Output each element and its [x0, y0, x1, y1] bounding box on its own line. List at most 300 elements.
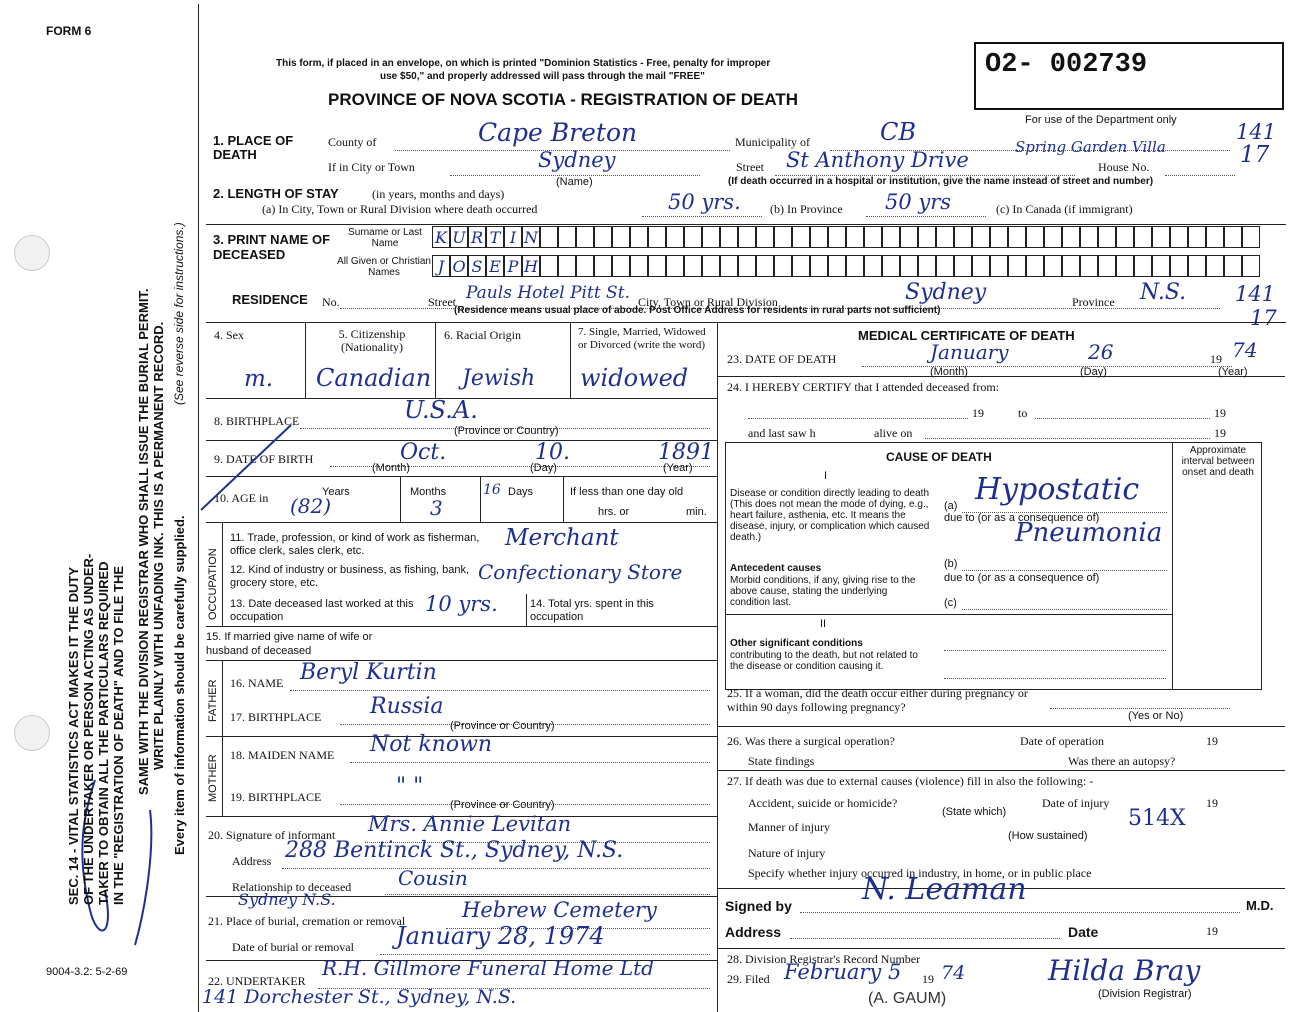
father-name-label: 16. NAME [230, 676, 284, 690]
given-letter-cell[interactable] [1134, 255, 1152, 277]
divider-other-sig [725, 614, 1172, 615]
surname-letter-cell[interactable] [1026, 226, 1044, 248]
q24-line-2 [1035, 418, 1210, 419]
citizenship-divider [435, 322, 436, 398]
cause-b-marker: (b) [944, 558, 958, 570]
stay-province-label: (b) In Province [770, 202, 843, 216]
date-injury-label: Date of injury [1042, 796, 1110, 810]
county-label: County of [328, 135, 377, 149]
given-letter-cell[interactable] [630, 255, 648, 277]
code-17-residence: 17 [1250, 306, 1277, 330]
how-hint: (How sustained) [1008, 830, 1088, 842]
res-city-value[interactable]: Sydney [905, 280, 987, 305]
surname-letter-cell[interactable] [558, 226, 576, 248]
city-name-hint: (Name) [556, 176, 593, 188]
industry-value[interactable]: Confectionary Store [478, 560, 683, 584]
dod-line [862, 366, 1232, 367]
q24-yr-2: 19 [1214, 406, 1226, 420]
form-code: 9004-3.2: 5-2-69 [46, 966, 128, 978]
last-saw-label: and last saw h [748, 426, 816, 440]
father-bp-value[interactable]: Russia [370, 694, 444, 719]
age-years-value[interactable]: (82) [290, 494, 332, 518]
accident-label: Accident, suicide or homicide? [748, 796, 898, 810]
cause-a2-value[interactable]: Pneumonia [1015, 518, 1163, 548]
house-label: House No. [1098, 160, 1150, 174]
less-day-label: If less than one day old [570, 486, 684, 498]
filed-value[interactable]: February 5 [784, 960, 902, 984]
age-days-label: Days [508, 486, 534, 498]
mother-maiden-label: 18. MAIDEN NAME [230, 748, 335, 762]
signed-by-label: Signed by [725, 898, 792, 914]
surname-letter-cell[interactable] [810, 226, 828, 248]
given-letter-cell[interactable] [1152, 255, 1170, 277]
cause-title: CAUSE OF DEATH [886, 450, 992, 464]
length-stay-label: 2. LENGTH OF STAY [213, 186, 339, 201]
md-label: M.D. [1246, 898, 1274, 913]
stay-city-line [642, 216, 762, 217]
citizenship-label: 5. Citizenship (Nationality) [338, 327, 406, 354]
father-bp-label: 17. BIRTHPLACE [230, 710, 322, 724]
surname-letter-cell[interactable] [630, 226, 648, 248]
q27-label: 27. If death was due to external causes (violence) fill in also the following: - [727, 774, 1094, 788]
form-title: PROVINCE OF NOVA SCOTIA - REGISTRATION OF DEATH [328, 90, 799, 109]
div-registrar-label: (Division Registrar) [1098, 988, 1192, 1000]
given-letter-cell[interactable] [666, 255, 684, 277]
stay-province-value[interactable]: 50 yrs [885, 190, 952, 214]
given-letter-cell[interactable] [1026, 255, 1044, 277]
given-letter-cell[interactable]: J [432, 255, 450, 277]
father-name-line [290, 690, 710, 691]
surname-letter-cell[interactable] [648, 226, 666, 248]
roman-1: I [824, 470, 828, 482]
dod-month-hint: (Month) [930, 366, 968, 378]
given-letter-cell[interactable] [1224, 255, 1242, 277]
gaum-stamp: (A. GAUM) [868, 990, 947, 1007]
dod-day-value[interactable]: 26 [1088, 340, 1114, 364]
state-findings-label: State findings [748, 754, 815, 768]
surname-letter-cell[interactable] [990, 226, 1008, 248]
mother-bp-value[interactable]: " " [396, 774, 424, 799]
other-sig-line-1 [944, 650, 1166, 651]
date-op-label: Date of operation [1020, 734, 1104, 748]
surname-letter-cell[interactable] [1206, 226, 1224, 248]
occ12-label: 12. Kind of industry or business, as fishing, bank, grocery store, etc. [230, 564, 470, 589]
birthplace-value[interactable]: U.S.A. [404, 396, 478, 424]
filed-year-value[interactable]: 74 [941, 962, 966, 984]
given-letter-cell[interactable] [756, 255, 774, 277]
dob-year-value[interactable]: 1891 [658, 440, 714, 465]
code-141-top: 141 [1236, 120, 1277, 144]
cause-a-value[interactable]: Hypostatic [975, 472, 1140, 507]
interval-divider [1172, 442, 1173, 690]
interval-label: Approximate interval between onset and death [1181, 445, 1255, 478]
surname-letter-cell[interactable] [684, 226, 702, 248]
given-letter-cell[interactable]: H [522, 255, 540, 277]
yes-no-hint: (Yes or No) [1128, 710, 1184, 722]
surname-letter-cell[interactable]: U [450, 226, 468, 248]
given-letter-cell[interactable] [792, 255, 810, 277]
q24-yr-1: 19 [972, 406, 984, 420]
divider-father [206, 660, 717, 661]
given-letter-cell[interactable] [702, 255, 720, 277]
age-divider-1 [400, 476, 401, 522]
specify-label: Specify whether injury occurred in industry, in home, or in public place [748, 866, 1092, 880]
res-street-label: Street [428, 295, 456, 309]
q25-label: 25. If a woman, did the death occur either during pregnancy or within 90 days following pregnancy? [727, 686, 1028, 714]
dob-day-hint: (Day) [530, 462, 557, 474]
med-address-line [790, 938, 1060, 939]
surname-letter-cell[interactable] [882, 226, 900, 248]
q28-label: 28. Division Registrar's Record Number [727, 952, 921, 966]
given-letter-cell[interactable] [954, 255, 972, 277]
surname-letter-cell[interactable] [756, 226, 774, 248]
surname-letter-cell[interactable] [1152, 226, 1170, 248]
informant-label: 20. Signature of informant [208, 828, 336, 842]
occ11-label: 11. Trade, profession, or kind of work as fisherman, office clerk, sales clerk, etc. [230, 532, 480, 557]
surname-letter-cell[interactable] [1008, 226, 1026, 248]
given-letter-cell[interactable]: O [450, 255, 468, 277]
divider-occupation [206, 522, 717, 523]
racial-divider [570, 322, 571, 398]
res-no-label: No. [322, 295, 340, 309]
medical-certificate-title: MEDICAL CERTIFICATE OF DEATH [858, 328, 1075, 343]
q24-to: to [1018, 406, 1028, 420]
informant-address-label: Address [232, 854, 272, 868]
dob-year-hint: (Year) [663, 462, 693, 474]
burial-date-value[interactable]: January 28, 1974 [396, 922, 605, 950]
given-letter-cell[interactable] [774, 255, 792, 277]
given-letter-cell[interactable] [810, 255, 828, 277]
surname-letter-cell[interactable] [1242, 226, 1260, 248]
cause-c-line [962, 609, 1167, 610]
given-letter-cell[interactable] [1044, 255, 1062, 277]
side-instruction-6: WRITE PLAINLY WITH UNFADING INK. THIS IS A PERMANENT RECORD. [151, 321, 166, 770]
side-instruction-3: TAKER TO OBTAIN ALL THE PARTICULARS REQUIRED [96, 561, 111, 905]
given-letter-cell[interactable] [540, 255, 558, 277]
due-to-2: due to (or as a consequence of) [944, 572, 1100, 584]
manner-label: Manner of injury [748, 820, 830, 834]
dob-day-value[interactable]: 10. [535, 440, 570, 465]
mother-bp-label: 19. BIRTHPLACE [230, 790, 322, 804]
sex-value[interactable]: m. [244, 366, 274, 392]
given-letter-cell[interactable] [1116, 255, 1134, 277]
surname-letter-cell[interactable] [1188, 226, 1206, 248]
residence-hint: (Residence means usual place of abode. Post Office Address for residents in rural parts not sufficient) [454, 305, 941, 316]
divider-name [206, 224, 1286, 225]
filed-yr: 19 [922, 972, 934, 986]
surname-letter-cell[interactable] [702, 226, 720, 248]
alive-on-yr: 19 [1214, 426, 1226, 440]
given-letter-cell[interactable] [1206, 255, 1224, 277]
center-divider [717, 322, 718, 1012]
divider-q26 [717, 726, 1285, 727]
dob-month-value[interactable]: Oct. [400, 440, 447, 465]
given-letter-cell[interactable] [918, 255, 936, 277]
given-letter-cell[interactable] [558, 255, 576, 277]
surname-letter-cell[interactable] [1170, 226, 1188, 248]
stay-city-value[interactable]: 50 yrs. [668, 190, 741, 214]
given-letter-cell[interactable] [576, 255, 594, 277]
surname-letter-cell[interactable] [666, 226, 684, 248]
surname-letter-cell[interactable]: R [468, 226, 486, 248]
last-worked-value[interactable]: 10 yrs. [425, 592, 498, 616]
res-street-value[interactable]: Pauls Hotel Pitt St. [466, 283, 630, 303]
q24-line-1 [748, 418, 968, 419]
given-letter-cell[interactable] [1062, 255, 1080, 277]
antecedent-label: Antecedent causes [730, 563, 822, 574]
surname-letter-cell[interactable] [1080, 226, 1098, 248]
mail-notice-2: use $50," and properly addressed will pass through the mail "FREE" [380, 71, 705, 82]
divider-spouse [206, 626, 717, 627]
age-months-label: Months [410, 486, 447, 498]
surname-letter-cell[interactable] [954, 226, 972, 248]
hrs-label: hrs. or [598, 506, 630, 518]
q26-label: 26. Was there a surgical operation? [727, 734, 895, 748]
length-stay-hint: (in years, months and days) [372, 187, 505, 201]
municipality-label: Municipality of [735, 135, 810, 149]
undertaker-address-value[interactable]: 141 Dorchester St., Sydney, N.S. [202, 986, 517, 1008]
roman-2: II [820, 618, 827, 630]
cause-c-marker: (c) [944, 597, 957, 609]
other-sig-hint: contributing to the death, but not related to the disease or condition causing it. [730, 650, 918, 672]
informant-address-value[interactable]: 288 Bentinck St., Sydney, N.S. [285, 838, 624, 863]
place-of-death-label: 1. PLACE OF DEATH [213, 133, 294, 162]
surname-letter-cell[interactable] [576, 226, 594, 248]
racial-value[interactable]: Jewish [462, 366, 536, 391]
age-divider-2 [480, 476, 481, 522]
side-instruction-4: IN THE "REGISTRATION OF DEATH" AND TO FILE THE [111, 565, 126, 905]
marital-label: 7. Single, Married, Widowed or Divorced (write the word) [578, 326, 706, 351]
dept-use-note: For use of the Department only [1025, 114, 1177, 126]
informant-value[interactable]: Mrs. Annie Levitan [368, 812, 572, 836]
given-letter-cell[interactable] [684, 255, 702, 277]
age-days-value[interactable]: 16 [483, 482, 501, 498]
surname-letter-cell[interactable]: N [524, 228, 538, 247]
street-label: Street [736, 160, 764, 174]
divider-registrar [717, 948, 1285, 949]
undertaker-label: 22. UNDERTAKER [208, 974, 306, 988]
dod-year-hint: (Year) [1218, 366, 1248, 378]
surname-letter-cell[interactable] [1098, 226, 1116, 248]
given-letter-cell[interactable] [846, 255, 864, 277]
occupation-divider [222, 522, 223, 626]
relationship-value[interactable]: Cousin [398, 866, 468, 890]
surname-letter-cell[interactable] [864, 226, 882, 248]
state-which-hint: (State which) [942, 806, 1007, 818]
given-letter-cell[interactable] [990, 255, 1008, 277]
given-letter-cell[interactable] [594, 255, 612, 277]
mother-maiden-line [350, 762, 710, 763]
given-letter-cell[interactable] [738, 255, 756, 277]
code-514x: 514X [1128, 806, 1186, 831]
q24-label: 24. I HEREBY CERTIFY that I attended deceased from: [727, 380, 999, 394]
father-name-value[interactable]: Beryl Kurtin [300, 660, 437, 685]
print-name-label: 3. PRINT NAME OF DECEASED [213, 232, 331, 262]
surname-letter-cell[interactable] [774, 226, 792, 248]
given-letter-cell[interactable]: S [468, 255, 486, 277]
punch-hole-top [14, 235, 50, 271]
surname-letter-cell[interactable] [1224, 226, 1242, 248]
surname-letter-cell[interactable] [918, 226, 936, 248]
surname-letter-cell[interactable] [540, 226, 558, 248]
surname-letter-cell[interactable] [1116, 226, 1134, 248]
divider-main [206, 322, 1286, 323]
age-months-value[interactable]: 3 [430, 496, 443, 520]
date-op-yr: 19 [1206, 734, 1218, 748]
given-letter-cell[interactable]: E [486, 255, 504, 277]
given-letter-cell[interactable] [1188, 255, 1206, 277]
surname-letter-cell[interactable] [738, 226, 756, 248]
date-injury-yr: 19 [1206, 796, 1218, 810]
relationship-line [385, 894, 710, 895]
city-value[interactable]: Sydney [538, 148, 616, 172]
surname-letter-cell[interactable] [594, 226, 612, 248]
given-letter-cell[interactable] [612, 255, 630, 277]
res-city-label: City, Town or Rural Division [638, 295, 778, 309]
side-instruction-1: SEC. 14 - VITAL STATISTICS ACT MAKES IT THE DUTY [66, 566, 81, 905]
surname-letter-cell[interactable]: T [486, 226, 504, 248]
informant-address-line [282, 868, 710, 869]
racial-label: 6. Racial Origin [444, 328, 521, 342]
dod-label: 23. DATE OF DEATH [727, 352, 837, 366]
min-label: min. [686, 506, 707, 518]
date-label: Date [1068, 924, 1099, 940]
given-letter-cell[interactable] [936, 255, 954, 277]
surname-letter-cell[interactable] [720, 226, 738, 248]
surname-letter-cell[interactable] [1044, 226, 1062, 248]
given-letter-cell[interactable] [900, 255, 918, 277]
age-label: 10. AGE in [214, 491, 269, 505]
signed-by-value[interactable]: N. Leaman [862, 872, 1027, 907]
due-to-1: due to (or as a consequence of) [944, 512, 1100, 524]
side-note-supplied: Every item of information should be carefully supplied. [172, 515, 187, 855]
pen-slash-mark [196, 420, 306, 520]
burial-place-prefix[interactable]: Sydney N.S. [238, 890, 336, 909]
age-divider-3 [563, 476, 564, 522]
autopsy-label: Was there an autopsy? [1068, 754, 1176, 768]
surname-letter-cell[interactable] [972, 226, 990, 248]
residence-label: RESIDENCE [232, 292, 308, 307]
mother-bp-hint: (Province or Country) [450, 799, 555, 811]
dod-month-value[interactable]: January [930, 340, 1009, 364]
surname-letter-cell[interactable] [1134, 226, 1152, 248]
register-number: O2- 002739 [985, 50, 1148, 80]
occ14-divider [526, 594, 527, 626]
given-letter-cell[interactable] [828, 255, 846, 277]
antecedent-hint: Morbid conditions, if any, giving rise to the above cause, stating the underlying condition last. [730, 575, 916, 608]
burial-place-value[interactable]: Hebrew Cemetery [462, 898, 657, 922]
given-letter-cell[interactable] [864, 255, 882, 277]
registrar-signature: Hilda Bray [1048, 954, 1201, 987]
burial-date-label: Date of burial or removal [232, 940, 354, 954]
given-letter-cell[interactable] [720, 255, 738, 277]
form-number: FORM 6 [46, 24, 92, 38]
cause-b-line [962, 570, 1167, 571]
hospital-value[interactable]: Spring Garden Villa [1015, 138, 1166, 156]
city-label: If in City or Town [328, 160, 415, 174]
alive-on-line [925, 438, 1210, 439]
father-vertical-label: FATHER [207, 679, 219, 722]
divider-q24 [717, 376, 1285, 377]
med-address-label: Address [725, 924, 782, 940]
burial-date-line [380, 954, 710, 955]
given-letter-cell[interactable] [1170, 255, 1188, 277]
given-letter-cell[interactable]: P [504, 255, 522, 277]
father-bp-hint: (Province or Country) [450, 720, 555, 732]
occupation-value[interactable]: Merchant [505, 525, 619, 551]
mother-divider [222, 736, 223, 816]
house-value[interactable]: 17 [1240, 142, 1270, 168]
dob-label: 9. DATE OF BIRTH [214, 452, 314, 466]
occ14-label: 14. Total yrs. spent in this occupation [530, 598, 654, 623]
side-note-reverse: (See reverse side for instructions.) [172, 222, 186, 405]
sex-divider [305, 322, 306, 398]
side-instruction-5: SAME WITH THE DIVISION REGISTRAR WHO SHALL ISSUE THE BURIAL PERMIT. [136, 288, 151, 795]
given-letter-cell[interactable] [972, 255, 990, 277]
surname-letter-cell[interactable] [828, 226, 846, 248]
occupation-vertical-label: OCCUPATION [207, 548, 219, 620]
other-sig-line-2 [944, 678, 1166, 679]
surname-label: Surname or Last Name [348, 227, 422, 249]
given-letter-cell[interactable] [882, 255, 900, 277]
house-line [1165, 175, 1235, 176]
citizenship-value[interactable]: Canadian [316, 364, 432, 392]
surname-letter-cell[interactable] [612, 226, 630, 248]
relationship-label: Relationship to deceased [232, 880, 352, 894]
surname-letter-cell[interactable] [1062, 226, 1080, 248]
surname-letter-cell[interactable] [792, 226, 810, 248]
stay-province-line [866, 216, 986, 217]
given-letter-cell[interactable] [1242, 255, 1260, 277]
dod-year-prefix: 19 [1210, 352, 1222, 366]
given-letter-cell[interactable] [1008, 255, 1026, 277]
stay-canada-label: (c) In Canada (if immigrant) [996, 202, 1133, 216]
birthplace-label: 8. BIRTHPLACE [214, 414, 300, 428]
surname-letter-cell[interactable] [936, 226, 954, 248]
surname-letter-cell[interactable] [846, 226, 864, 248]
side-instruction-2: OF THE UNDERTAKER OR PERSON ACTING AS UNDER- [81, 553, 96, 905]
county-value[interactable]: Cape Breton [478, 118, 638, 147]
occ13-label: 13. Date deceased last worked at this occupation [230, 598, 414, 623]
undertaker-value[interactable]: R.H. Gillmore Funeral Home Ltd [322, 956, 654, 980]
res-province-label: Province [1072, 295, 1115, 309]
hospital-hint: (If death occurred in a hospital or institution, give the name instead of street and number) [728, 176, 1154, 187]
alive-on-label: alive on [874, 426, 913, 440]
nature-label: Nature of injury [748, 846, 826, 860]
res-province-value[interactable]: N.S. [1140, 280, 1187, 305]
sex-label: 4. Sex [214, 328, 244, 342]
dod-day-hint: (Day) [1080, 366, 1107, 378]
given-letter-cell[interactable] [1098, 255, 1116, 277]
surname-letter-cell[interactable]: K [432, 226, 450, 248]
given-label: All Given or Christian Names [337, 256, 431, 278]
signed-line [800, 912, 1240, 913]
punch-hole-bottom [14, 715, 50, 751]
burial-label: 21. Place of burial, cremation or removal [208, 914, 406, 928]
birthplace-hint: (Province or Country) [454, 425, 559, 437]
mail-notice-1: This form, if placed in an envelope, on which is printed "Dominion Statistics - Free, penalty for improper [276, 58, 771, 69]
mother-maiden-value[interactable]: Not known [370, 732, 493, 757]
municipality-value[interactable]: CB [880, 118, 916, 146]
surname-letter-cell[interactable] [900, 226, 918, 248]
dod-year-value[interactable]: 74 [1232, 338, 1258, 362]
given-letter-cell[interactable] [648, 255, 666, 277]
surname-letter-cell[interactable]: I [504, 226, 522, 248]
marital-value[interactable]: widowed [580, 364, 689, 392]
given-letter-cell[interactable] [1080, 255, 1098, 277]
stay-city-label: (a) In City, Town or Rural Division where death occurred [262, 202, 538, 216]
street-value[interactable]: St Anthony Drive [786, 148, 969, 172]
